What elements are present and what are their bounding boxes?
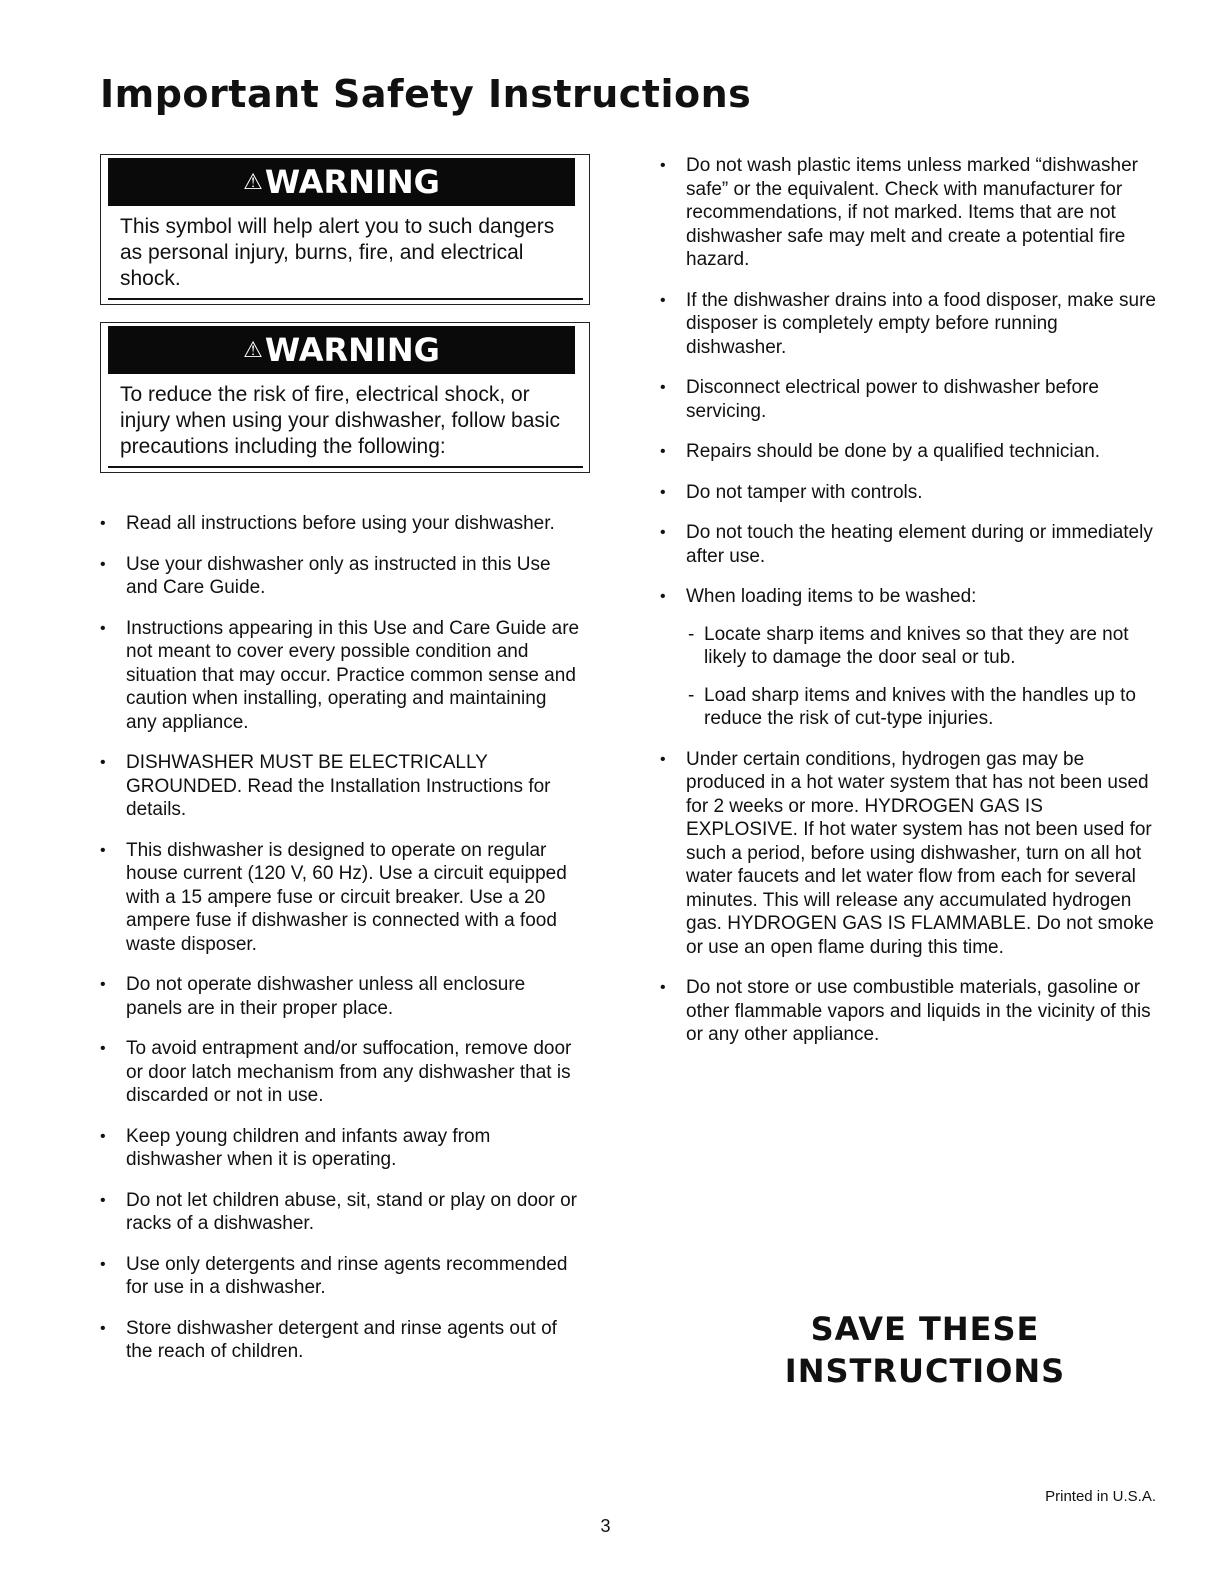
- list-item: [660, 976, 1160, 1047]
- list-item-text: Do not touch the heating element during or immediately after use.: [686, 522, 1153, 567]
- list-item-text: Do not wash plastic items unless marked “dishwasher safe” or the equivalent. Check with manufacturer for recommendations, if not marked. Items that are not dishwasher safe may melt and create a potential fire hazard.: [686, 155, 1138, 270]
- bullet-icon: •: [660, 157, 666, 174]
- list-item-text: Use only detergents and rinse agents recommended for use in a dishwasher.: [126, 1253, 568, 1298]
- list-item: [100, 1125, 580, 1172]
- warning-box-precautions: [100, 322, 590, 473]
- list-item-text: This dishwasher is designed to operate on regular house current (120 V, 60 Hz). Use a circuit equipped with a 15 ampere fuse or circuit breaker. Use a 20 ampere fuse if dishwasher is connected with a food waste disposer.: [126, 839, 567, 955]
- list-item: [660, 521, 1160, 568]
- list-item: [100, 1037, 580, 1108]
- bullet-icon: •: [660, 379, 666, 396]
- sub-list-item-text: Load sharp items and knives with the handles up to reduce the risk of cut-type injuries.: [704, 684, 1136, 729]
- printed-in-note: Printed in U.S.A.: [1045, 1488, 1156, 1505]
- list-item-text: Store dishwasher detergent and rinse agents out of the reach of children.: [126, 1317, 557, 1362]
- list-item: [660, 376, 1160, 423]
- bullet-icon: •: [100, 515, 106, 532]
- save-line-2: INSTRUCTIONS: [784, 1352, 1066, 1390]
- bullet-icon: •: [100, 1127, 106, 1145]
- list-item-text: Use your dishwasher only as instructed in this Use and Care Guide.: [126, 553, 551, 598]
- sub-list: [686, 623, 1160, 731]
- list-item: [100, 839, 580, 957]
- bullet-icon: •: [100, 754, 106, 771]
- dash-icon: -: [688, 684, 695, 706]
- sub-list-item: [686, 684, 1160, 731]
- list-item-text: Read all instructions before using your dishwasher.: [126, 513, 555, 534]
- bullet-icon: •: [100, 619, 106, 637]
- list-item-text: Do not tamper with controls.: [686, 481, 923, 503]
- bullet-icon: •: [100, 1255, 106, 1273]
- list-item-text: Do not let children abuse, sit, stand or play on door or racks of a dishwasher.: [126, 1189, 577, 1234]
- bullet-icon: •: [660, 483, 666, 501]
- right-column: [660, 154, 1160, 1064]
- list-item: [100, 512, 580, 536]
- warning-banner: [108, 326, 575, 374]
- bullet-icon: •: [660, 588, 666, 605]
- bullet-icon: •: [660, 291, 666, 309]
- warning-text: To reduce the risk of fire, electrical shock, or injury when using your dishwasher, follow basic precautions including the following:: [120, 383, 561, 458]
- list-item-text: Do not operate dishwasher unless all enclosure panels are in their proper place.: [126, 974, 526, 1019]
- list-item-text: To avoid entrapment and/or suffocation, remove door or door latch mechanism from any dishwasher that is discarded or not in use.: [126, 1038, 572, 1106]
- list-item-text: Keep young children and infants away from dishwasher when it is operating.: [126, 1125, 491, 1170]
- list-item: [660, 748, 1160, 960]
- list-item: [100, 1189, 580, 1236]
- list-item-text: When loading items to be washed:: [686, 586, 977, 607]
- warning-banner: [108, 158, 575, 206]
- page-number: 3: [600, 1516, 611, 1536]
- list-item: [660, 154, 1160, 272]
- warning-triangle-icon: ⚠: [243, 169, 263, 195]
- list-item: [660, 440, 1160, 464]
- dash-icon: -: [688, 623, 695, 645]
- sub-list-item-text: Locate sharp items and knives so that they are not likely to damage the door seal or tub.: [704, 623, 1129, 668]
- list-item: [100, 553, 580, 600]
- bullet-icon: •: [100, 555, 106, 573]
- bullet-icon: •: [660, 443, 666, 460]
- warning-heading: WARNING: [264, 331, 440, 369]
- sub-list-item: [686, 623, 1160, 670]
- bullet-icon: •: [660, 750, 666, 768]
- list-item-text: Instructions appearing in this Use and Care Guide are not meant to cover every possible condition and situation that may occur. Practice common sense and caution when installing, operating and maintaining any appliance.: [126, 617, 580, 733]
- list-item-text: Repairs should be done by a qualified technician.: [686, 441, 1101, 462]
- page-title: Important Safety Instructions: [100, 72, 752, 116]
- bullet-icon: •: [100, 1191, 106, 1209]
- warning-box-symbol: [100, 154, 590, 305]
- save-instructions-heading: [760, 1308, 1090, 1392]
- list-item-text: If the dishwasher drains into a food disposer, make sure disposer is completely empty before running dishwasher.: [686, 289, 1156, 358]
- list-item-text: Disconnect electrical power to dishwasher before servicing.: [686, 377, 1099, 422]
- list-item: [100, 751, 580, 822]
- save-line-1: SAVE THESE: [810, 1310, 1040, 1348]
- bullet-icon: •: [100, 841, 106, 859]
- right-bullet-list: [660, 154, 1160, 1047]
- left-column: [100, 512, 580, 1381]
- list-item: [660, 289, 1160, 360]
- list-item-text: Under certain conditions, hydrogen gas may be produced in a hot water system that has not been used for 2 weeks or more. HYDROGEN GAS IS EXPLOSIVE. If hot water system has not been used for such a period, before using dishwasher, turn on all hot water faucets and let water flow from each for several minutes. This will release any accumulated hydrogen gas. HYDROGEN GAS IS FLAMMABLE. Do not smoke or use an open flame during this time.: [686, 748, 1154, 958]
- list-item: [100, 1253, 580, 1300]
- list-item-text: Do not store or use combustible materials, gasoline or other flammable vapors and liquids in the vicinity of this or any other appliance.: [686, 977, 1151, 1045]
- warning-text: This symbol will help alert you to such dangers as personal injury, burns, fire, and electrical shock.: [120, 215, 555, 290]
- bullet-icon: •: [100, 1319, 106, 1337]
- list-item: [100, 617, 580, 735]
- warning-heading: WARNING: [264, 163, 440, 201]
- bullet-icon: •: [660, 979, 666, 996]
- left-bullet-list: [100, 512, 580, 1364]
- list-item: [660, 585, 1160, 731]
- bullet-icon: •: [100, 1040, 106, 1057]
- list-item: [100, 1317, 580, 1364]
- list-item: [660, 481, 1160, 505]
- list-item-text: DISHWASHER MUST BE ELECTRICALLY GROUNDED. Read the Installation Instructions for details.: [126, 752, 551, 820]
- bullet-icon: •: [100, 976, 106, 993]
- list-item: [100, 973, 580, 1020]
- bullet-icon: •: [660, 524, 666, 541]
- warning-triangle-icon: ⚠: [243, 337, 263, 363]
